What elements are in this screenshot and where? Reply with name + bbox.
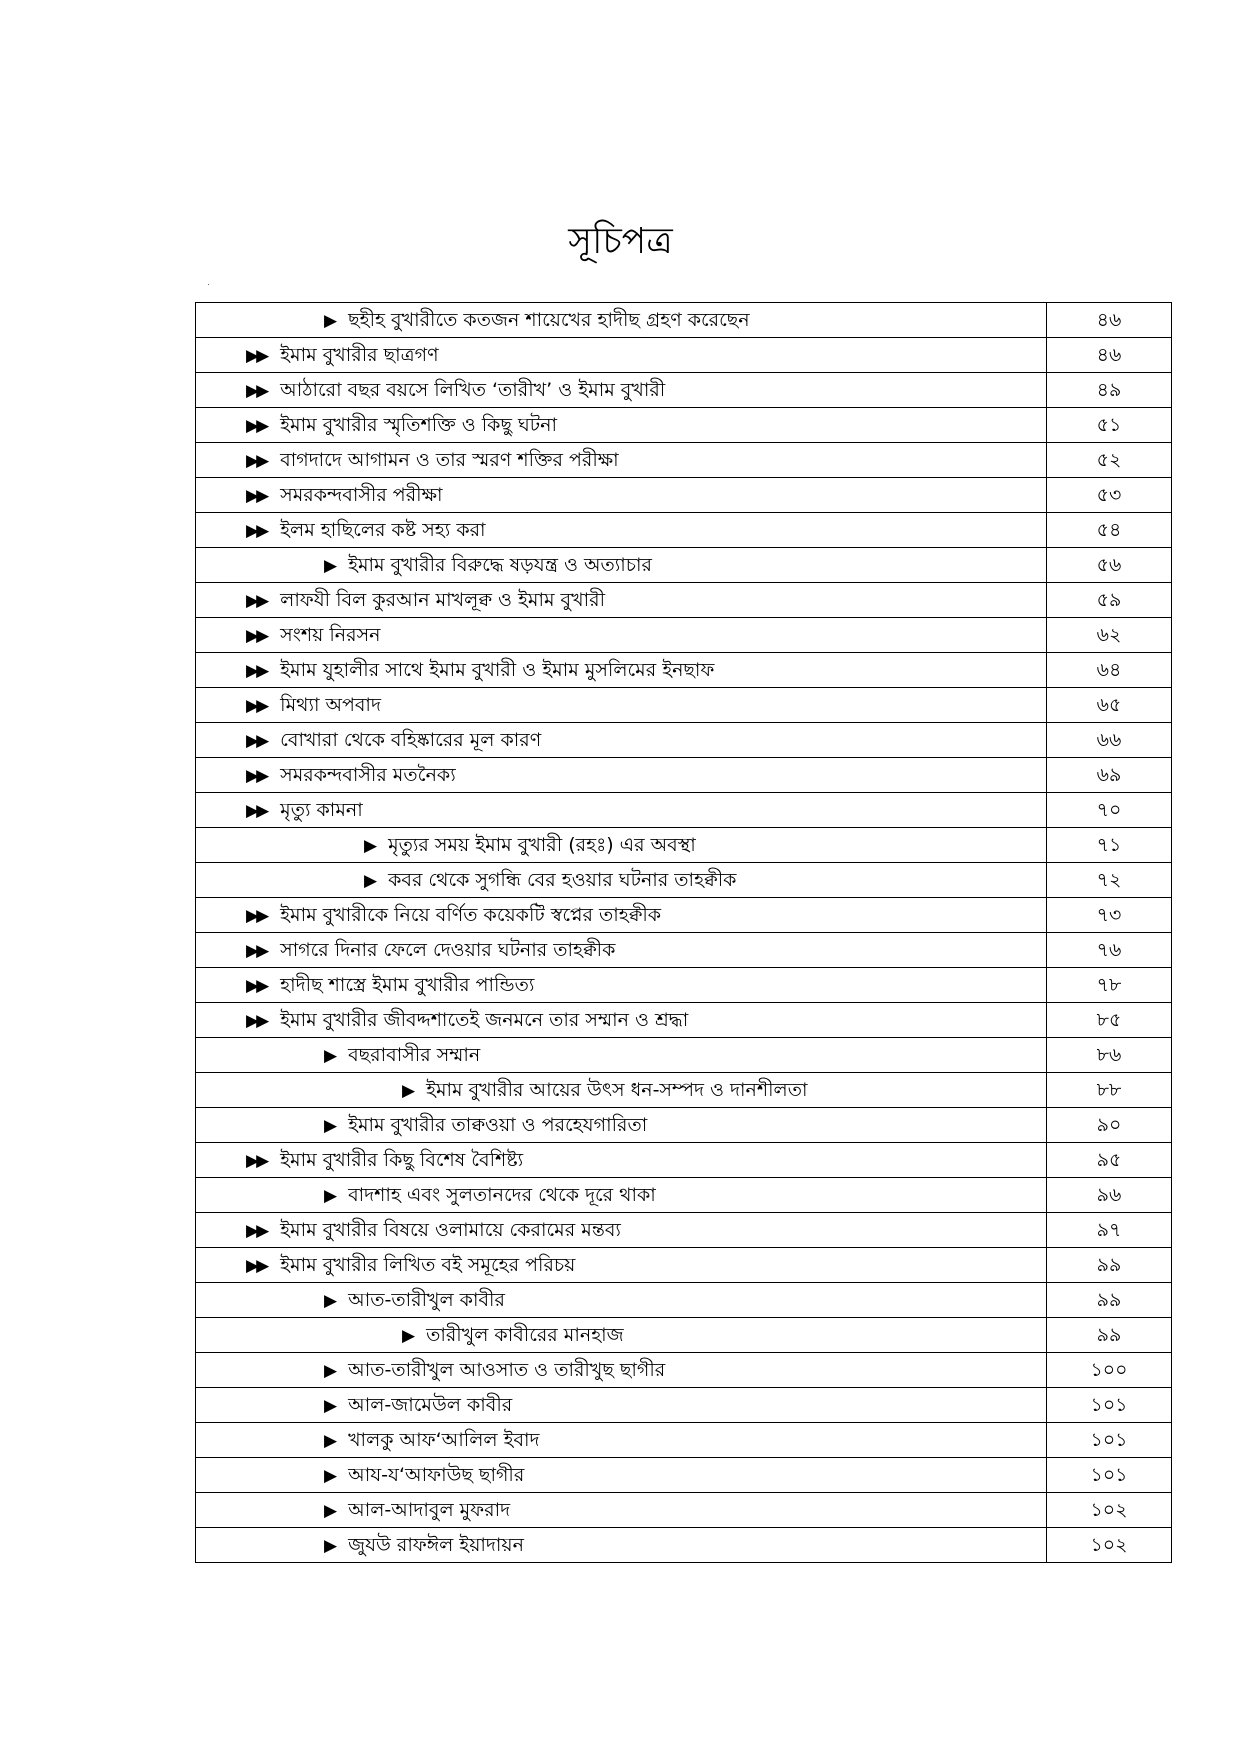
page-number: ৪৬ [1047, 303, 1172, 338]
page-number: ৬৫ [1047, 688, 1172, 723]
toc-entry[interactable] [196, 583, 1047, 618]
toc-entry[interactable] [196, 898, 1047, 933]
entry-title: বাদশাহ এবং সুলতানদের থেকে দূরে থাকা [348, 1183, 656, 1206]
entry-title: বোখারা থেকে বহিষ্কারের মূল কারণ [280, 728, 542, 751]
page-number: ৯৯ [1047, 1248, 1172, 1283]
double-right-triangle-icon: ▶▶ [246, 1150, 267, 1171]
double-right-triangle-icon: ▶▶ [246, 800, 267, 821]
entry-title: আল-জামেউল কাবীর [348, 1393, 513, 1416]
entry-title: কবর থেকে সুগন্ধি বের হওয়ার ঘটনার তাহক্বীক [388, 868, 737, 891]
entry-title: ইমাম বুখারীর বিষয়ে ওলামায়ে কেরামের মন্তব্য [280, 1218, 621, 1241]
page-number: ১০০ [1047, 1353, 1172, 1388]
entry-title: মিথ্যা অপবাদ [280, 693, 381, 716]
right-triangle-icon: ▶ [324, 1535, 335, 1556]
entry-title: তারীখুল কাবীরের মানহাজ [426, 1323, 624, 1346]
right-triangle-icon: ▶ [324, 1395, 335, 1416]
page-number: ৯৫ [1047, 1143, 1172, 1178]
entry-title: ইমাম বুখারীর কিছু বিশেষ বৈশিষ্ট্য [280, 1148, 524, 1171]
entry-title: লাফযী বিল কুরআন মাখলূক্ব ও ইমাম বুখারী [280, 588, 605, 611]
entry-title: ইমাম বুখারীর লিখিত বই সমূহের পরিচয় [280, 1253, 576, 1276]
toc-entry[interactable] [196, 1423, 1047, 1458]
page-number: ৯৯ [1047, 1318, 1172, 1353]
toc-entry[interactable] [196, 1528, 1047, 1563]
entry-title: খালকু আফ‘আলিল ইবাদ [348, 1428, 540, 1451]
toc-entry[interactable] [196, 478, 1047, 513]
double-right-triangle-icon: ▶▶ [246, 590, 267, 611]
toc-entry[interactable] [196, 303, 1047, 338]
toc-entry[interactable] [196, 1003, 1047, 1038]
page-number: ৪৬ [1047, 338, 1172, 373]
toc-entry[interactable] [196, 1318, 1047, 1353]
table-row[interactable] [196, 828, 1172, 863]
table-row[interactable] [196, 583, 1172, 618]
table-row[interactable] [196, 1143, 1172, 1178]
page-number: ৭৩ [1047, 898, 1172, 933]
toc-entry[interactable] [196, 1038, 1047, 1073]
toc-entry[interactable] [196, 1248, 1047, 1283]
right-triangle-icon: ▶ [324, 1115, 335, 1136]
entry-title: ইমাম যুহালীর সাথে ইমাম বুখারী ও ইমাম মুসলিমের ইনছাফ [280, 658, 715, 681]
entry-title: সমরকন্দবাসীর পরীক্ষা [280, 483, 443, 506]
double-right-triangle-icon: ▶▶ [246, 975, 267, 996]
right-triangle-icon: ▶ [364, 870, 375, 891]
toc-entry[interactable] [196, 1073, 1047, 1108]
entry-title: ইলম হাছিলের কষ্ট সহ্য করা [280, 518, 486, 541]
entry-title: ইমাম বুখারীর ছাত্রগণ [280, 343, 439, 366]
table-row[interactable] [196, 1248, 1172, 1283]
table-row[interactable] [196, 1423, 1172, 1458]
table-row[interactable] [196, 1038, 1172, 1073]
entry-title: ইমাম বুখারীর আয়ের উৎস ধন-সম্পদ ও দানশীলতা [426, 1078, 808, 1101]
entry-title: ছহীহ বুখারীতে কতজন শায়েখের হাদীছ গ্রহণ করেছেন [348, 308, 750, 331]
double-right-triangle-icon: ▶▶ [246, 940, 267, 961]
table-row[interactable] [196, 723, 1172, 758]
page-number: ৬৬ [1047, 723, 1172, 758]
table-row[interactable] [196, 1283, 1172, 1318]
table-row[interactable] [196, 1528, 1172, 1563]
entry-title: মৃত্যুর সময় ইমাম বুখারী (রহঃ) এর অবস্থা [388, 833, 696, 856]
entry-title: আত-তারীখুল কাবীর [348, 1288, 505, 1311]
page-number: ৫৯ [1047, 583, 1172, 618]
entry-title: বাগদাদে আগামন ও তার স্মরণ শক্তির পরীক্ষা [280, 448, 619, 471]
page-number: ৫৪ [1047, 513, 1172, 548]
right-triangle-icon: ▶ [324, 310, 335, 331]
entry-title: আল-আদাবুল মুফরাদ [348, 1498, 511, 1521]
page-number: ৬৪ [1047, 653, 1172, 688]
page-number: ৬৯ [1047, 758, 1172, 793]
page-number: ৭২ [1047, 863, 1172, 898]
toc-entry[interactable] [196, 548, 1047, 583]
page-number: ৫২ [1047, 443, 1172, 478]
entry-title: হাদীছ শাস্ত্রে ইমাম বুখারীর পান্ডিত্য [280, 973, 535, 996]
right-triangle-icon: ▶ [324, 1430, 335, 1451]
toc-entry[interactable] [196, 1178, 1047, 1213]
page-number: ১০২ [1047, 1493, 1172, 1528]
page-number: ৪৯ [1047, 373, 1172, 408]
page-number: ১০২ [1047, 1528, 1172, 1563]
toc-entry[interactable] [196, 1493, 1047, 1528]
toc-entry[interactable] [196, 1353, 1047, 1388]
entry-title: ইমাম বুখারীকে নিয়ে বর্ণিত কয়েকটি স্বপ্নের তাহক্বীক [280, 903, 662, 926]
toc-entry[interactable] [196, 1108, 1047, 1143]
page-number: ৫১ [1047, 408, 1172, 443]
table-row[interactable] [196, 1458, 1172, 1493]
right-triangle-icon: ▶ [364, 835, 375, 856]
page-number: ৮৫ [1047, 1003, 1172, 1038]
table-row[interactable] [196, 933, 1172, 968]
toc-entry[interactable] [196, 653, 1047, 688]
table-row[interactable] [196, 1213, 1172, 1248]
double-right-triangle-icon: ▶▶ [246, 485, 267, 506]
double-right-triangle-icon: ▶▶ [246, 660, 267, 681]
right-triangle-icon: ▶ [324, 1500, 335, 1521]
table-row[interactable] [196, 1003, 1172, 1038]
toc-entry[interactable] [196, 968, 1047, 1003]
page-number: ৭০ [1047, 793, 1172, 828]
table-row[interactable] [196, 478, 1172, 513]
double-right-triangle-icon: ▶▶ [246, 450, 267, 471]
double-right-triangle-icon: ▶▶ [246, 415, 267, 436]
toc-entry[interactable] [196, 408, 1047, 443]
toc-entry[interactable] [196, 688, 1047, 723]
toc-entry[interactable] [196, 1213, 1047, 1248]
table-row[interactable] [196, 653, 1172, 688]
entry-title: সংশয় নিরসন [280, 623, 381, 646]
entry-title: ইমাম বুখারীর বিরুদ্ধে ষড়যন্ত্র ও অত্যাচার [348, 553, 652, 576]
entry-title: বছরাবাসীর সম্মান [348, 1043, 481, 1066]
page-number: ৮৮ [1047, 1073, 1172, 1108]
double-right-triangle-icon: ▶▶ [246, 765, 267, 786]
toc-entry[interactable] [196, 1458, 1047, 1493]
page-number: ৭৬ [1047, 933, 1172, 968]
page-number: ৮৬ [1047, 1038, 1172, 1073]
table-row[interactable] [196, 1108, 1172, 1143]
double-right-triangle-icon: ▶▶ [246, 1010, 267, 1031]
table-row[interactable] [196, 338, 1172, 373]
table-row[interactable] [196, 1073, 1172, 1108]
toc-entry[interactable] [196, 758, 1047, 793]
table-row[interactable] [196, 898, 1172, 933]
right-triangle-icon: ▶ [324, 1045, 335, 1066]
table-row[interactable] [196, 688, 1172, 723]
right-triangle-icon: ▶ [324, 1290, 335, 1311]
page-number: ১০১ [1047, 1423, 1172, 1458]
table-row[interactable] [196, 513, 1172, 548]
table-row[interactable] [196, 1493, 1172, 1528]
table-row[interactable] [196, 793, 1172, 828]
right-triangle-icon: ▶ [324, 1360, 335, 1381]
entry-title: মৃত্যু কামনা [280, 798, 363, 821]
page-number: ৯৭ [1047, 1213, 1172, 1248]
toc-entry[interactable] [196, 1283, 1047, 1318]
page-number: ৭৮ [1047, 968, 1172, 1003]
toc-entry[interactable] [196, 443, 1047, 478]
table-row[interactable] [196, 863, 1172, 898]
toc-entry[interactable] [196, 1388, 1047, 1423]
page-number: ৯০ [1047, 1108, 1172, 1143]
double-right-triangle-icon: ▶▶ [246, 730, 267, 751]
page-number: ৬২ [1047, 618, 1172, 653]
table-row[interactable] [196, 443, 1172, 478]
entry-title: ইমাম বুখারীর স্মৃতিশক্তি ও কিছু ঘটনা [280, 413, 557, 436]
contents-table [195, 302, 1172, 1563]
table-row[interactable] [196, 373, 1172, 408]
double-right-triangle-icon: ▶▶ [246, 695, 267, 716]
page-number: ৫৩ [1047, 478, 1172, 513]
table-row[interactable] [196, 618, 1172, 653]
page-number: ৫৬ [1047, 548, 1172, 583]
table-row[interactable] [196, 758, 1172, 793]
toc-entry[interactable] [196, 338, 1047, 373]
double-right-triangle-icon: ▶▶ [246, 1220, 267, 1241]
page-number: ১০১ [1047, 1388, 1172, 1423]
entry-title: সাগরে দিনার ফেলে দেওয়ার ঘটনার তাহক্বীক [280, 938, 616, 961]
table-row[interactable] [196, 1318, 1172, 1353]
entry-title: জুযউ রাফঈল ইয়াদায়ন [348, 1533, 524, 1556]
toc-entry[interactable] [196, 933, 1047, 968]
table-row[interactable] [196, 1388, 1172, 1423]
right-triangle-icon: ▶ [324, 555, 335, 576]
page-number: ৯৬ [1047, 1178, 1172, 1213]
double-right-triangle-icon: ▶▶ [246, 380, 267, 401]
table-row[interactable] [196, 1178, 1172, 1213]
toc-entry[interactable] [196, 513, 1047, 548]
page-number: ৭১ [1047, 828, 1172, 863]
double-right-triangle-icon: ▶▶ [246, 520, 267, 541]
toc-entry[interactable] [196, 723, 1047, 758]
right-triangle-icon: ▶ [324, 1465, 335, 1486]
right-triangle-icon: ▶ [324, 1185, 335, 1206]
double-right-triangle-icon: ▶▶ [246, 625, 267, 646]
double-right-triangle-icon: ▶▶ [246, 905, 267, 926]
page-title: সূচিপত্র [568, 221, 673, 262]
table-row[interactable] [196, 408, 1172, 443]
entry-title: আয-য‘আফাউছ ছাগীর [348, 1463, 525, 1486]
table-row[interactable] [196, 968, 1172, 1003]
table-row[interactable] [196, 303, 1172, 338]
entry-title: সমরকন্দবাসীর মতনৈক্য [280, 763, 456, 786]
entry-title: আত-তারীখুল আওসাত ও তারীখুছ ছাগীর [348, 1358, 666, 1381]
right-triangle-icon: ▶ [402, 1325, 413, 1346]
toc-entry[interactable] [196, 1143, 1047, 1178]
toc-entry[interactable] [196, 863, 1047, 898]
double-right-triangle-icon: ▶▶ [246, 345, 267, 366]
stray-mark [208, 284, 209, 285]
page-number: ১০১ [1047, 1458, 1172, 1493]
entry-title: আঠারো বছর বয়সে লিখিত ‘তারীখ’ ও ইমাম বুখারী [280, 378, 666, 401]
table-row[interactable] [196, 548, 1172, 583]
double-right-triangle-icon: ▶▶ [246, 1255, 267, 1276]
right-triangle-icon: ▶ [402, 1080, 413, 1101]
entry-title: ইমাম বুখারীর তাক্বওয়া ও পরহেযগারিতা [348, 1113, 648, 1136]
page-number: ৯৯ [1047, 1283, 1172, 1318]
toc-entry[interactable] [196, 373, 1047, 408]
toc-entry[interactable] [196, 618, 1047, 653]
toc-entry[interactable] [196, 793, 1047, 828]
table-row[interactable] [196, 1353, 1172, 1388]
entry-title: ইমাম বুখারীর জীবদ্দশাতেই জনমনে তার সম্মান ও শ্রদ্ধা [280, 1008, 689, 1031]
toc-entry[interactable] [196, 828, 1047, 863]
